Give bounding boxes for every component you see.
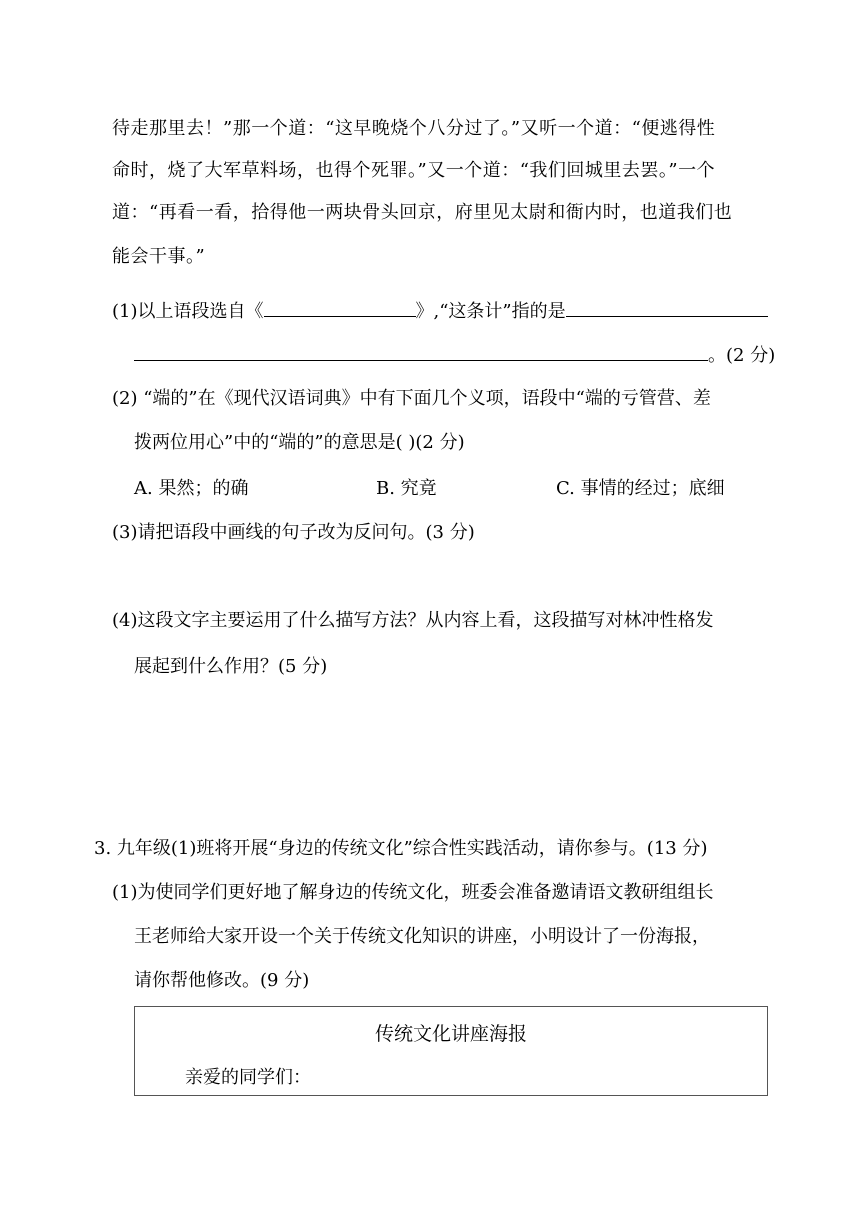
q1-label: (1)以上语段选自《 xyxy=(112,301,264,322)
passage-line: 能会干事。” xyxy=(112,246,206,267)
passage-line: 待走那里去！”那一个道：“这早晚烧个八分过了。”又听一个道：“便逃得性 xyxy=(112,118,716,139)
q4-line: (4)这段文字主要运用了什么描写方法？从内容上看，这段描写对林冲性格发 xyxy=(112,610,714,631)
q1-label-2: 》,“这条计”指的是 xyxy=(415,301,566,322)
option-c: C. 事情的经过；底细 xyxy=(556,478,725,499)
book-title-blank[interactable] xyxy=(264,298,416,317)
q2-line: (2) “端的”在《现代汉语词典》中有下面几个义项，语段中“端的亏管营、差 xyxy=(112,388,711,409)
q4-line: 展起到什么作用？(5 分) xyxy=(134,656,328,677)
option-b: B. 究竟 xyxy=(376,478,437,499)
option-a: A. 果然；的确 xyxy=(134,478,249,499)
poster-box xyxy=(134,1006,768,1096)
section-3-heading: 3. 九年级(1)班将开展“身边的传统文化”综合性实践活动，请你参与。(13 分) xyxy=(94,838,708,859)
passage-line: 道：“再看一看，拾得他一两块骨头回京，府里见太尉和衙内时，也道我们也 xyxy=(112,202,733,223)
plan-answer-blank[interactable] xyxy=(566,298,768,317)
q1-score: 。(2 分) xyxy=(708,345,776,366)
poster-title: 传统文化讲座海报 xyxy=(374,1023,527,1045)
plan-answer-blank-2[interactable] xyxy=(134,342,708,361)
passage-line: 命时，烧了大军草料场，也得个死罪。”又一个道：“我们回城里去罢。”一个 xyxy=(112,160,716,181)
q3-line: (3)请把语段中画线的句子改为反问句。(3 分) xyxy=(112,522,475,543)
sub1-line: 王老师给大家开设一个关于传统文化知识的讲座，小明设计了一份海报， xyxy=(134,926,710,947)
q2-line: 拨两位用心”中的“端的”的意思是( )(2 分) xyxy=(134,432,465,453)
sub1-line: 请你帮他修改。(9 分) xyxy=(134,970,310,991)
poster-greeting: 亲爱的同学们： xyxy=(185,1067,311,1088)
sub1-line: (1)为使同学们更好地了解身边的传统文化，班委会准备邀请语文教研组组长 xyxy=(112,882,714,903)
